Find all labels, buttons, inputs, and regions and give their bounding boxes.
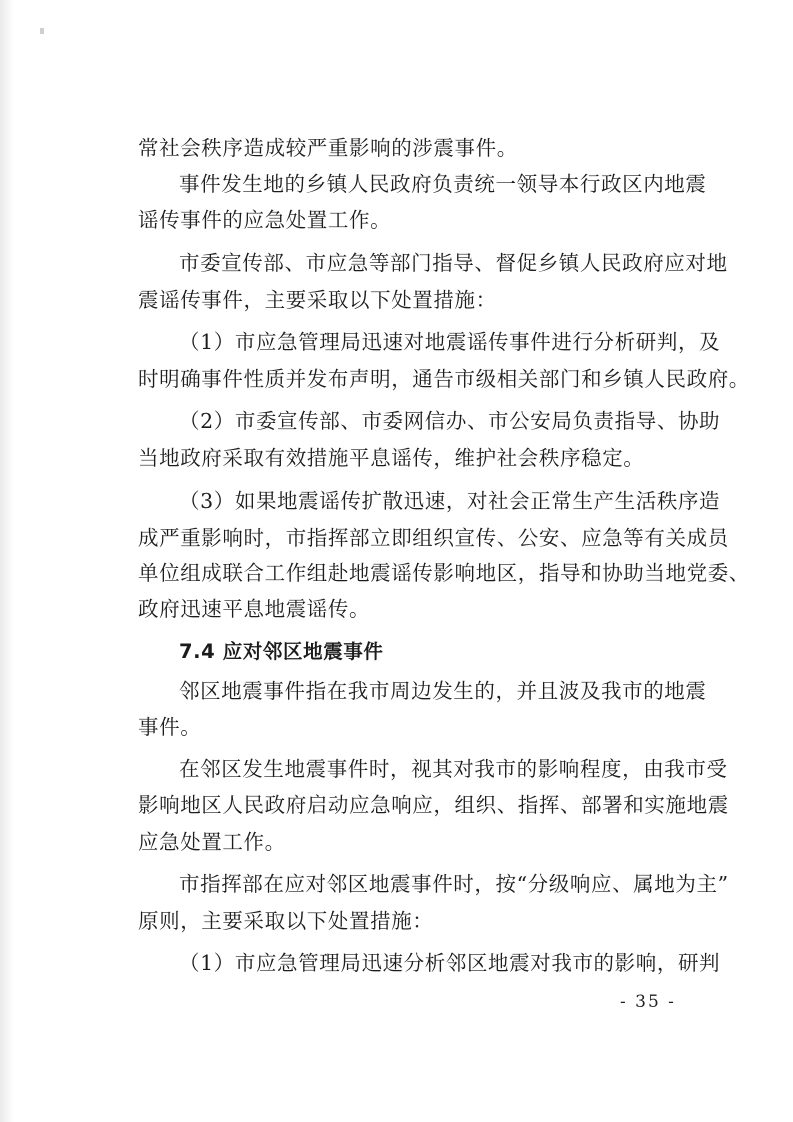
- text-line: 市指挥部在应对邻区地震事件时，按“分级响应、属地为主”: [179, 872, 729, 896]
- document-body: [138, 134, 750, 977]
- scan-mark: [40, 28, 44, 34]
- text-line: 震谣传事件，主要采取以下处置措施：: [138, 288, 497, 312]
- text-line: 应急处置工作。: [138, 830, 286, 854]
- text-line: 市委宣传部、市应急等部门指导、督促乡镇人民政府应对地: [179, 251, 728, 275]
- text-line: 谣传事件的应急处置工作。: [138, 208, 392, 232]
- text-line: （3）如果地震谣传扩散迅速，对社会正常生产生活秩序造: [179, 489, 721, 513]
- text-line: 成严重影响时，市指挥部立即组织宣传、公安、应急等有关成员: [138, 526, 729, 550]
- text-line: （1）市应急管理局迅速对地震谣传事件进行分析研判，及: [179, 330, 721, 354]
- text-line: 事件。: [138, 715, 202, 739]
- text-line: 在邻区发生地震事件时，视其对我市的影响程度，由我市受: [179, 757, 728, 781]
- text-line: 时明确事件性质并发布声明，通告市级相关部门和乡镇人民政府。: [138, 367, 750, 391]
- text-line: 单位组成联合工作组赴地震谣传影响地区，指导和协助当地党委、: [138, 561, 750, 585]
- scan-edge-shadow: [0, 0, 14, 1122]
- text-line: （2）市委宣传部、市委网信办、市公安局负责指导、协助: [179, 409, 721, 433]
- text-line: 常社会秩序造成较严重影响的涉震事件。: [138, 136, 518, 160]
- text-line: 政府迅速平息地震谣传。: [138, 597, 371, 621]
- section-heading: 7.4 应对邻区地震事件: [179, 640, 384, 663]
- text-line: 邻区地震事件指在我市周边发生的，并且波及我市的地震: [179, 679, 707, 703]
- text-line: 原则，主要采取以下处置措施：: [138, 909, 434, 933]
- text-line: 影响地区人民政府启动应急响应，组织、指挥、部署和实施地震: [138, 793, 729, 817]
- page-number: - 35 -: [620, 992, 676, 1012]
- text-line: 事件发生地的乡镇人民政府负责统一领导本行政区内地震: [179, 172, 707, 196]
- text-line: （1）市应急管理局迅速分析邻区地震对我市的影响，研判: [179, 951, 721, 975]
- text-line: 当地政府采取有效措施平息谣传，维护社会秩序稳定。: [138, 446, 645, 470]
